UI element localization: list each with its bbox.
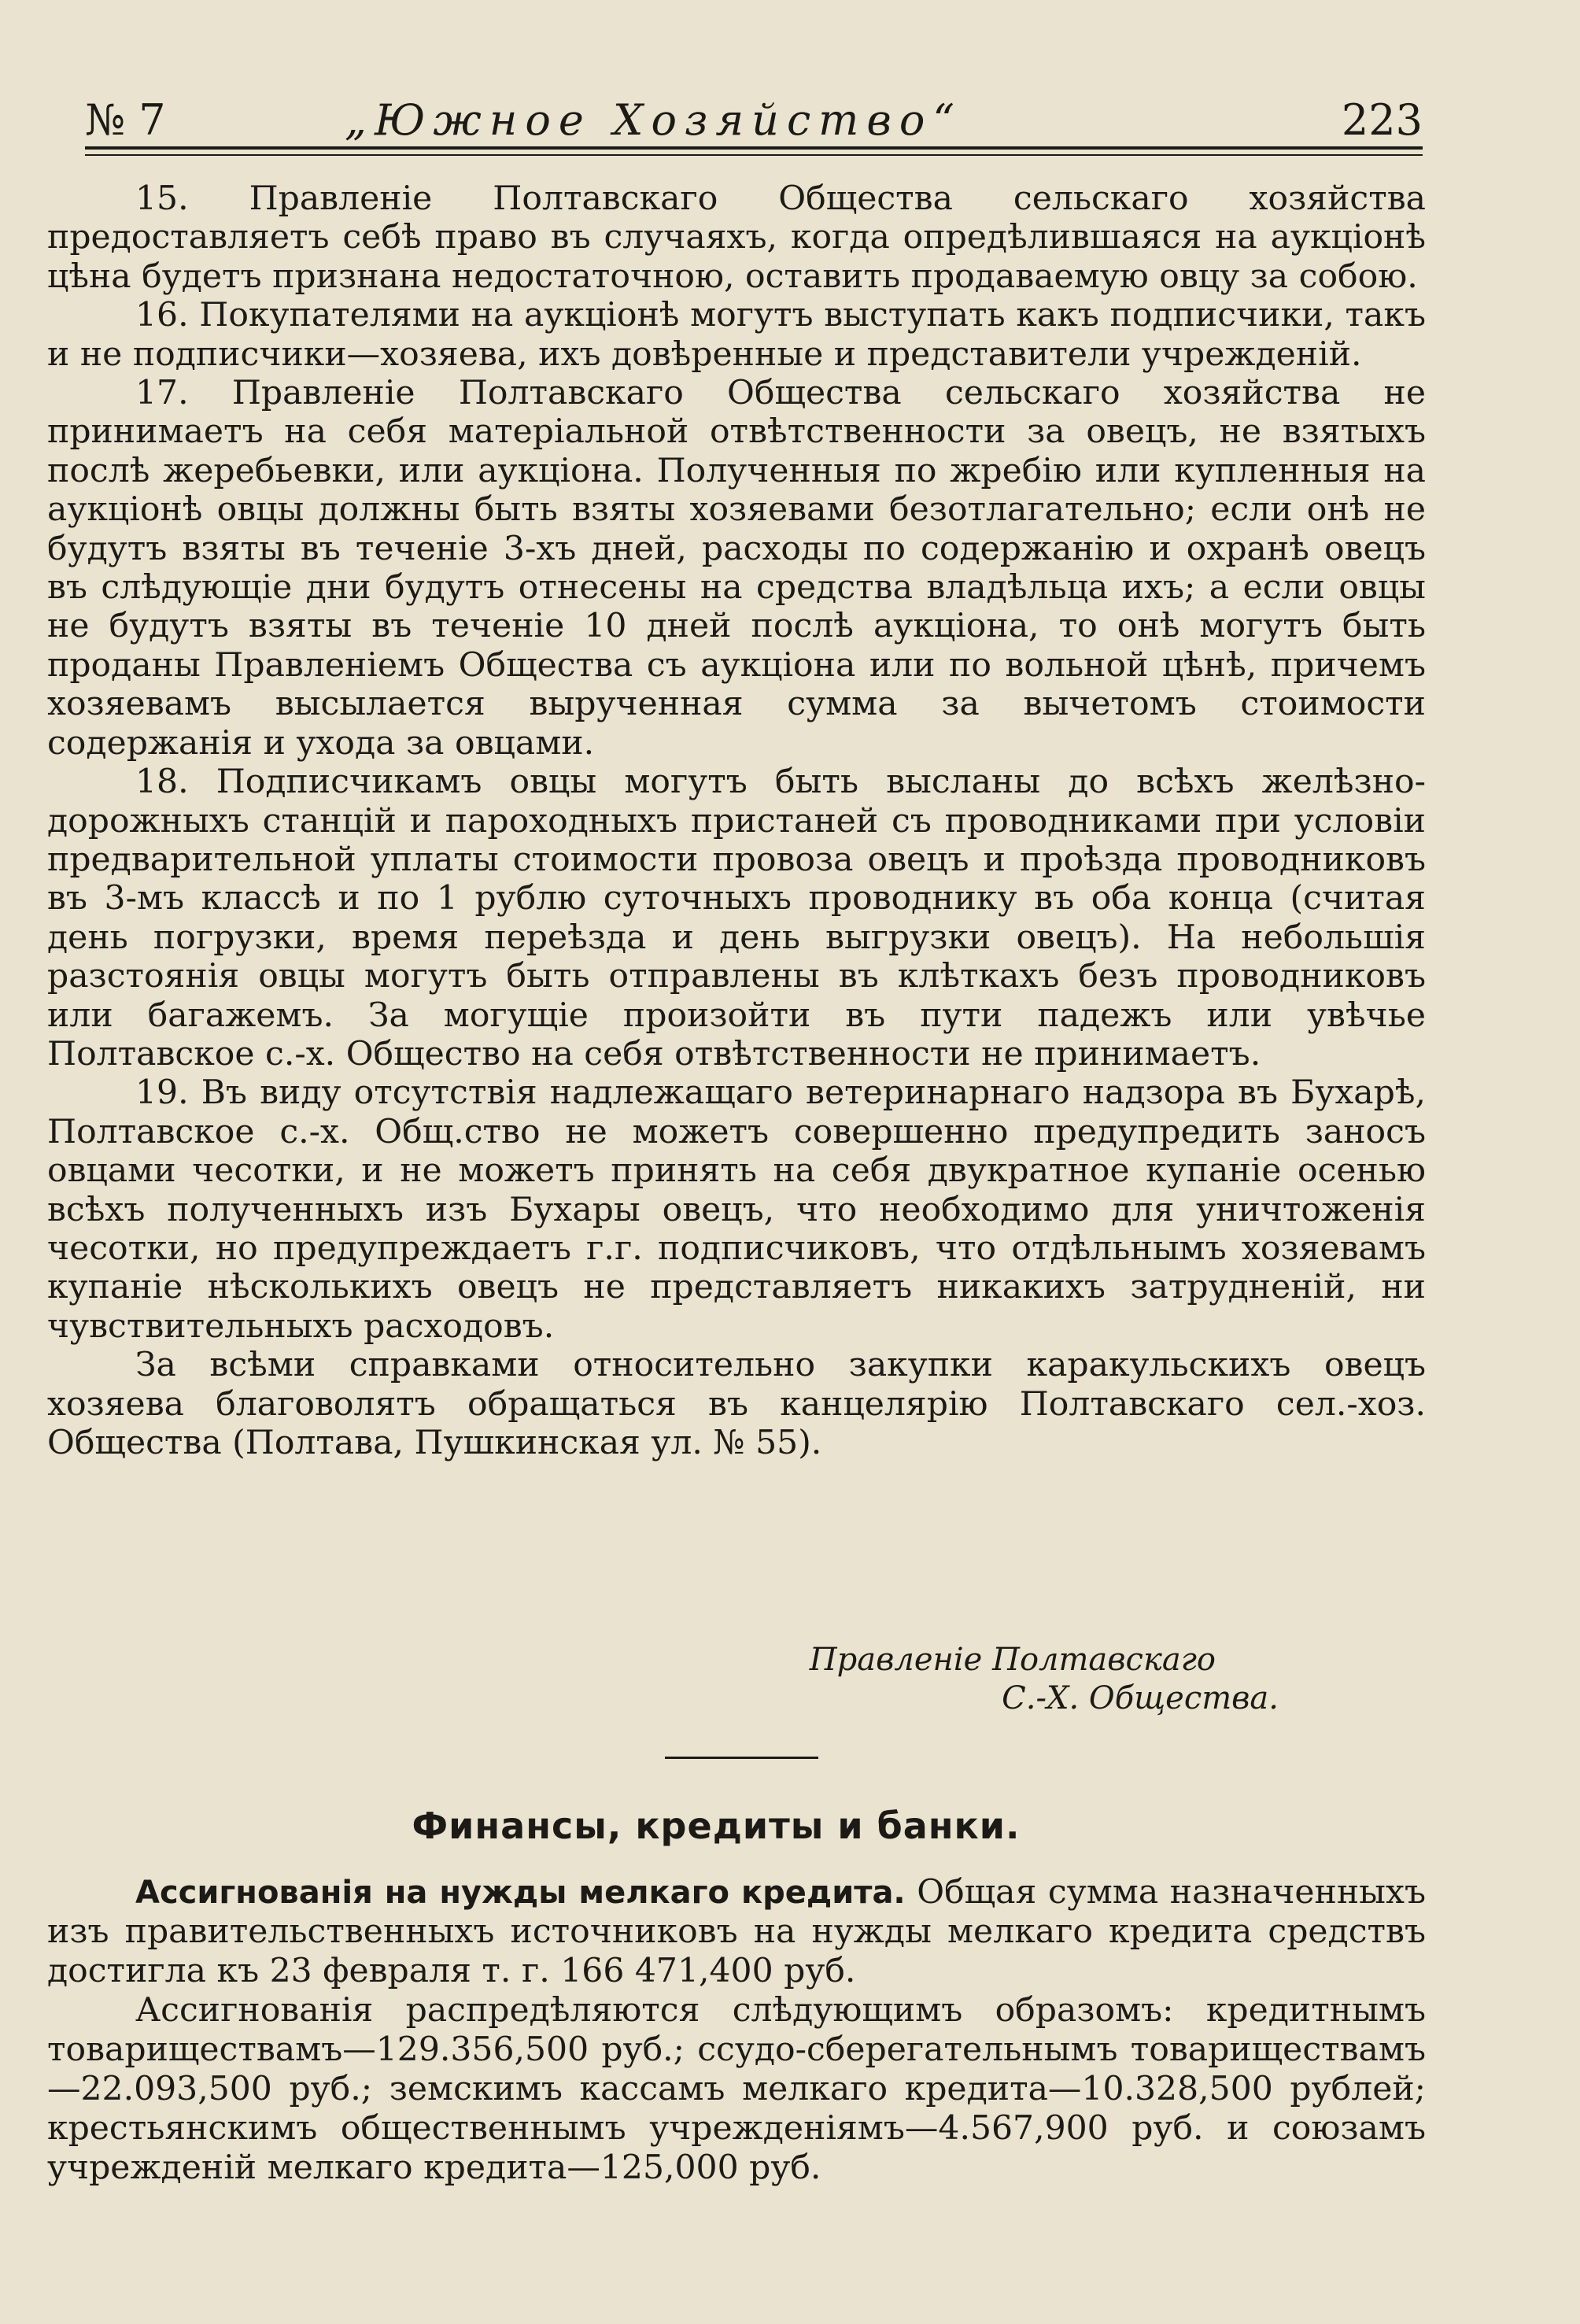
section-lead-rest: Общая сумма назначенныхъ изъ правительственныхъ источниковъ на нужды мелкаго кредита средствъ достигла къ 23 февраля т. г. 166 471,400 руб. <box>47 1873 1426 1990</box>
journal-title: „Южное Хозяйство“ <box>345 95 962 145</box>
section-divider <box>665 1757 818 1759</box>
signature-line-2: С.-Х. Общества. <box>1002 1680 1279 1716</box>
paragraph-closing: За всѣми справками относительно закупки каракульскихъ овецъ хозяева благоволятъ обращаться въ канцелярію Полтавскаго сел.-хоз. Общества (Полтава, Пушкинская ул. № 55). <box>47 1346 1426 1462</box>
page-number: 223 <box>1341 95 1423 145</box>
paragraph-15: 15. Правленіе Полтавскаго Общества сельскаго хозяйства предоставляетъ себѣ право въ случаяхъ, когда опредѣлившаяся на аукціонѣ цѣна будетъ признана недостаточною, оставить продаваемую овцу за собою. <box>47 179 1426 296</box>
paragraph-18: 18. Подписчикамъ овцы могутъ быть высланы до всѣхъ желѣзно-дорожныхъ станцій и пароходныхъ пристаней съ проводниками при условіи предварительной уплаты стоимости провоза овецъ и проѣзда проводниковъ въ 3-мъ классѣ и по 1 рублю суточныхъ проводнику въ оба конца (считая день погрузки, время переѣзда и день выгрузки овецъ). На небольшія разстоянія овцы могутъ быть отправлены въ клѣткахъ безъ проводниковъ или багажемъ. За могущіе произойти въ пути падежъ или увѣчье Полтавское с.-х. Общество на себя отвѣтственности не принимаетъ. <box>47 763 1426 1073</box>
paragraph-17: 17. Правленіе Полтавскаго Общества сельскаго хозяйства не принимаетъ на себя матеріальной отвѣтственности за овецъ, не взятыхъ послѣ жеребьевки, или аукціона. Полученныя по жребію или купленныя на аукціонѣ овцы должны быть взяты хозяевами безотлагательно; если онѣ не будутъ взяты въ теченіе 3-хъ дней, расходы по содержанію и охранѣ овецъ въ слѣдующіе дни будутъ отнесены на средства владѣльца ихъ; а если овцы не будутъ взяты въ теченіе 10 дней послѣ аукціона, то онѣ могутъ быть проданы Правленіемъ Общества съ аукціона или по вольной цѣнѣ, причемъ хозяевамъ высылается вырученная сумма за вычетомъ стоимости содержанія и ухода за овцами. <box>47 374 1426 763</box>
signature <box>47 1641 1279 1718</box>
section-lead: Ассигнованія на нужды мелкаго кредита. <box>135 1875 906 1911</box>
issue-number: № 7 <box>85 95 166 145</box>
section-heading: Финансы, кредиты и банки. <box>412 1805 1021 1847</box>
running-header <box>85 93 1423 148</box>
paragraph-19: 19. Въ виду отсутствія надлежащаго ветеринарнаго надзора въ Бухарѣ, Полтавское с.-х. Общ.ство не можетъ совершенно предупредить заносъ овцами чесотки, и не можетъ принять на себя двукратное купаніе осенью всѣхъ полученныхъ изъ Бухары овецъ, что необходимо для уничтоженія чесотки, но предупреждаетъ г.г. подписчиковъ, что отдѣльнымъ хозяевамъ купаніе нѣсколькихъ овецъ не представляетъ никакихъ затрудненій, ни чувствительныхъ расходовъ. <box>47 1073 1426 1346</box>
section-paragraph-1 <box>47 1873 1426 1991</box>
header-rule-thin <box>85 154 1423 156</box>
paragraph-16: 16. Покупателями на аукціонѣ могутъ выступать какъ подписчики, такъ и не подписчики—хозяева, ихъ довѣренные и представители учрежденій. <box>47 296 1426 374</box>
section-paragraph-2: Ассигнованія распредѣляются слѣдующимъ образомъ: кредитнымъ товариществамъ—129.356,500 руб.; ссудо-сберегательнымъ товариществамъ—22.093,500 руб.; земскимъ кассамъ мелкаго кредита—10.328,500 рублей; крестьянскимъ общественнымъ учрежденіямъ—4.567,900 руб. и союзамъ учрежденій мелкаго кредита—125,000 руб. <box>47 1991 1426 2187</box>
article-body <box>47 179 1426 1462</box>
signature-line-1: Правленіе Полтавскаго <box>809 1642 1216 1678</box>
section-body <box>47 1873 1426 2188</box>
header-rule-thick <box>85 146 1423 150</box>
